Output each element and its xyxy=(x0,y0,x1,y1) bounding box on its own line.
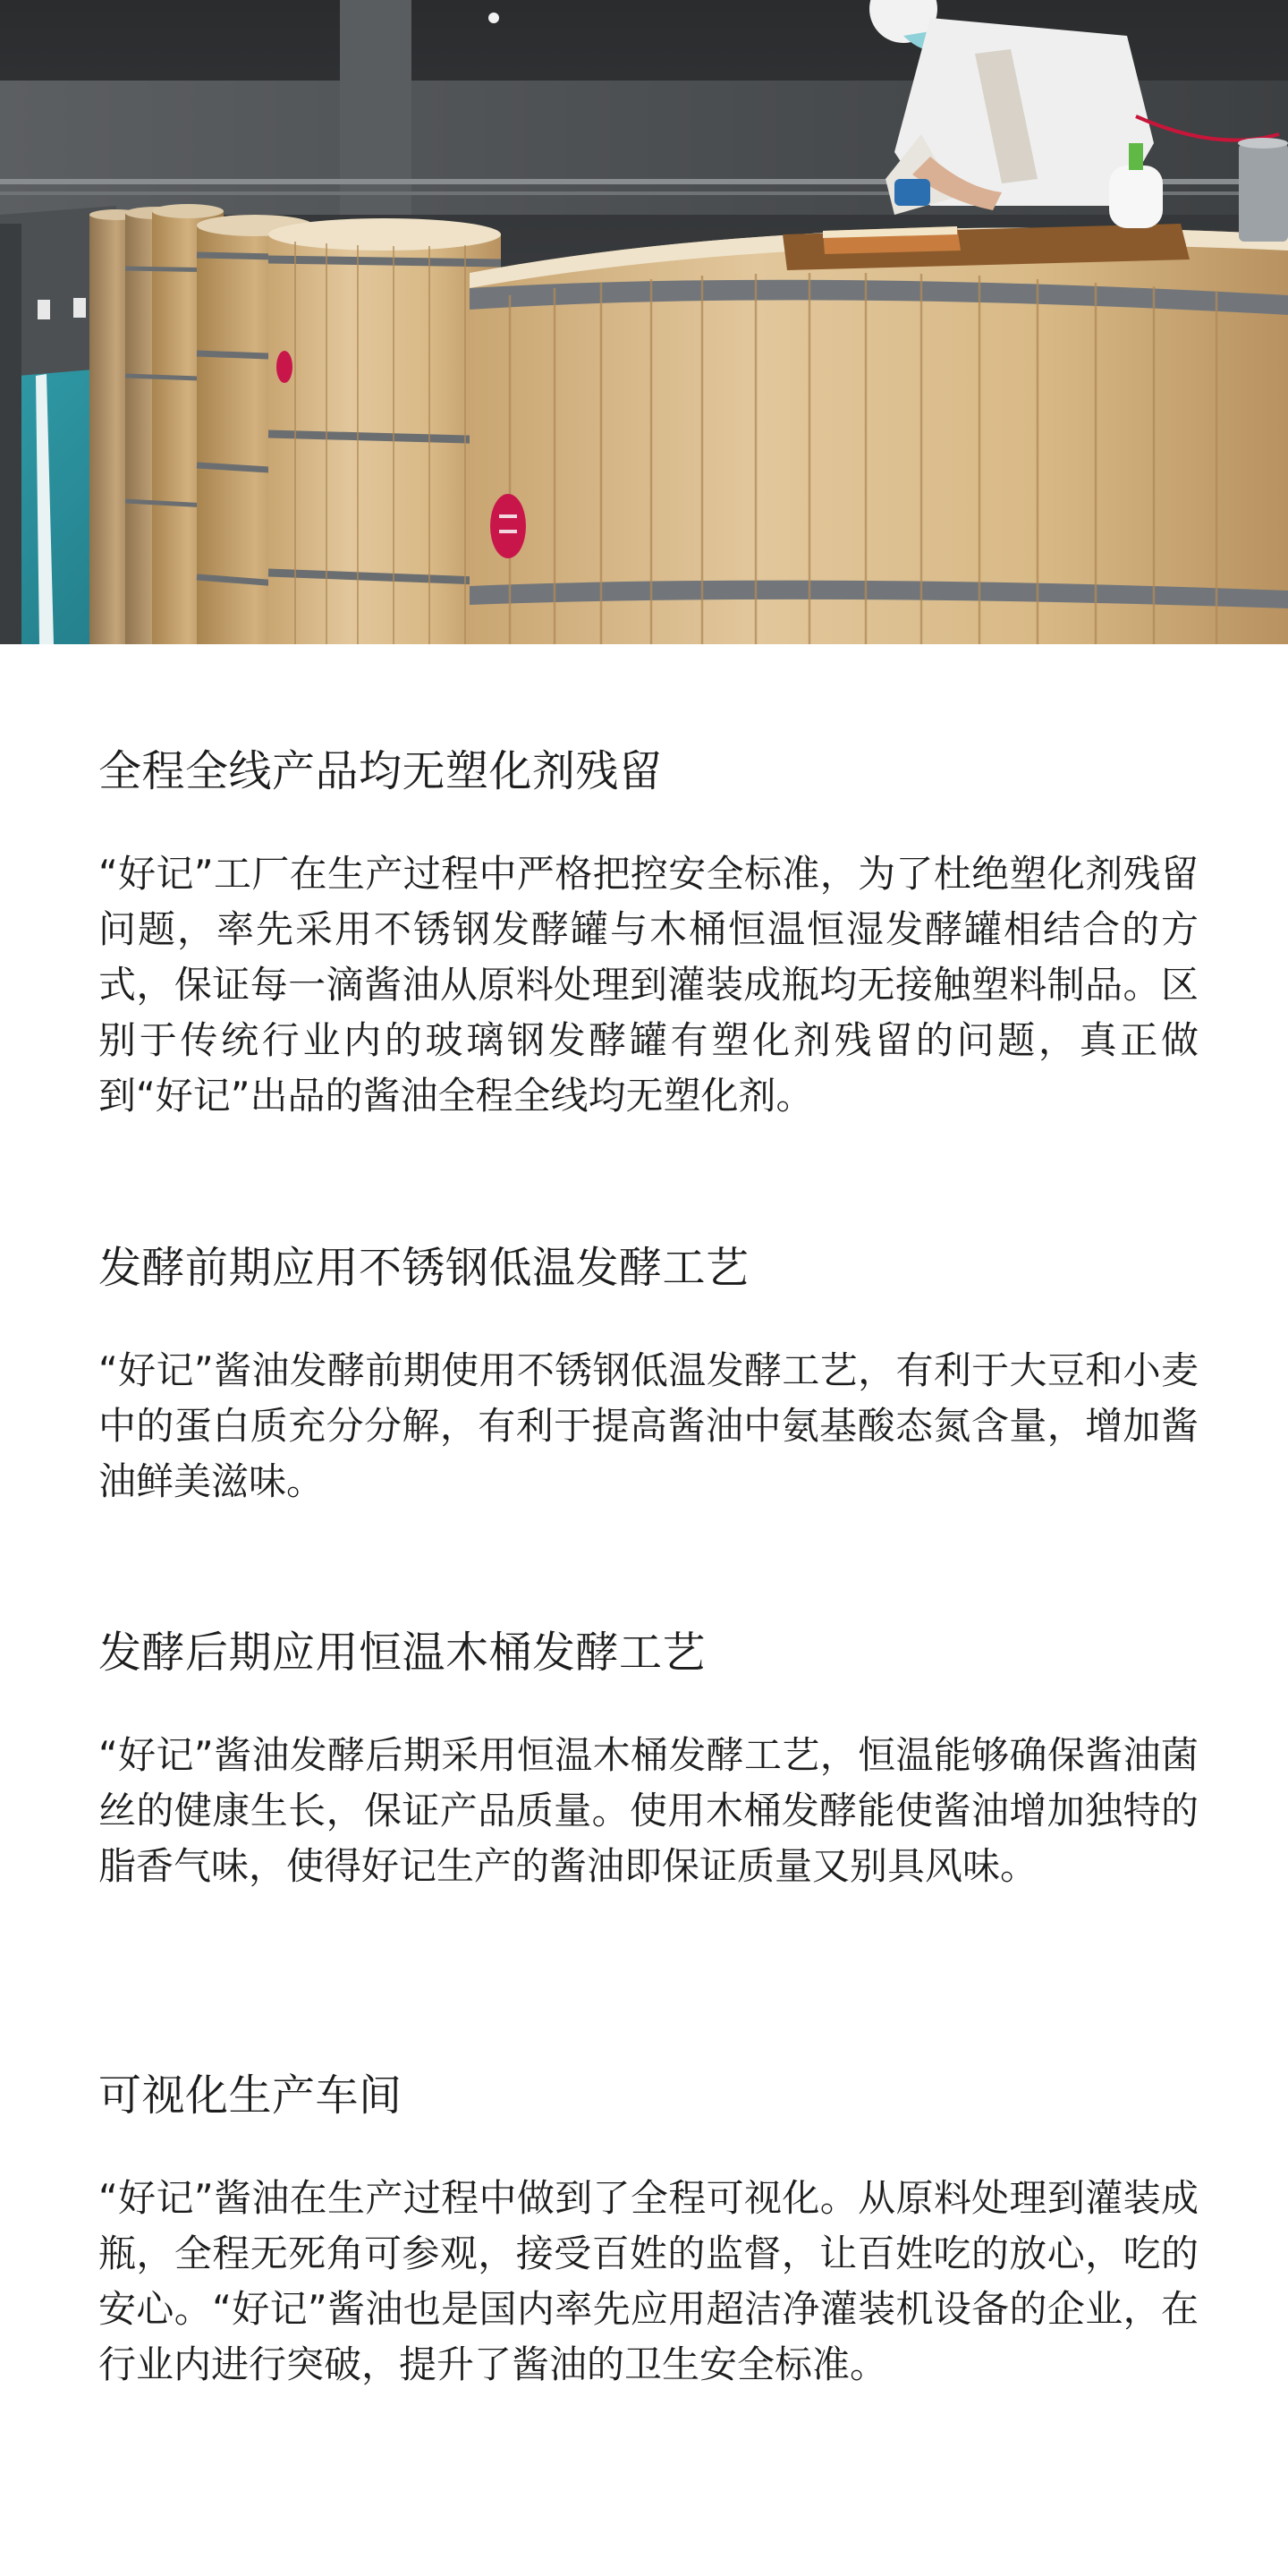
section-title: 发酵后期应用恒温木桶发酵工艺 xyxy=(98,1628,707,1678)
section-title: 发酵前期应用不锈钢低温发酵工艺 xyxy=(98,1243,750,1293)
section-title: 全程全线产品均无塑化剂残留 xyxy=(98,746,663,796)
section-body: “好记”酱油发酵前期使用不锈钢低温发酵工艺，有利于大豆和小麦中的蛋白质充分分解，有利于提高酱油中氨基酸态氮含量，增加酱油鲜美滋味。 xyxy=(98,1348,1199,1503)
section-body: “好记”酱油发酵后期采用恒温木桶发酵工艺，恒温能够确保酱油菌丝的健康生长，保证产品质量。使用木桶发酵能使酱油增加独特的脂香气味，使得好记生产的酱油即保证质量又别具风味。 xyxy=(98,1733,1199,1888)
section-title: 可视化生产车间 xyxy=(98,2070,402,2121)
section-wooden-barrel-fermentation xyxy=(98,1624,1199,1894)
section-stainless-steel-fermentation xyxy=(98,1239,1199,1509)
hero-photo xyxy=(0,0,1288,644)
section-body: “好记”酱油在生产过程中做到了全程可视化。从原料处理到灌装成瓶，全程无死角可参观，接受百姓的监督，让百姓吃的放心，吃的安心。“好记”酱油也是国内率先应用超洁净灌装机设备的企业，在行业内进行突破，提升了酱油的卫生安全标准。 xyxy=(98,2176,1199,2386)
section-visual-workshop xyxy=(98,2067,1199,2393)
section-body: “好记”工厂在生产过程中严格把控安全标准，为了杜绝塑化剂残留问题，率先采用不锈钢发酵罐与木桶恒温恒湿发酵罐相结合的方式，保证每一滴酱油从原料处理到灌装成瓶均无接触塑料制品。区别于传统行业内的玻璃钢发酵罐有塑化剂残留的问题，真正做到“好记”出品的酱油全程全线均无塑化剂。 xyxy=(98,852,1199,1118)
factory-barrels-illustration xyxy=(0,0,1288,644)
section-no-plasticizer xyxy=(98,743,1199,1124)
